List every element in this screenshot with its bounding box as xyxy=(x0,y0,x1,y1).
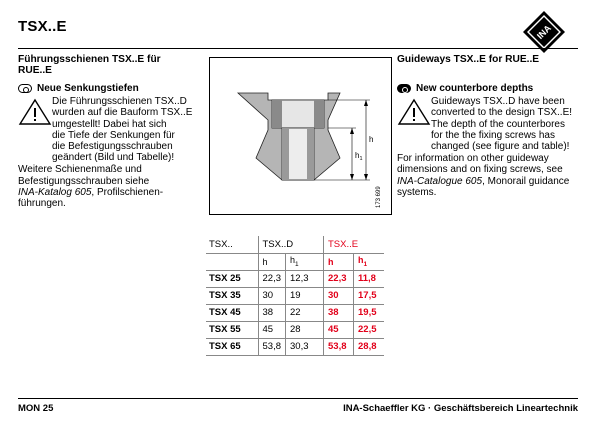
dimension-table xyxy=(206,236,384,356)
row-old-h1: 22 xyxy=(286,304,324,321)
warning-line: geändert (Bild und Tabelle)! xyxy=(52,152,175,164)
table-header-old: TSX..D xyxy=(258,236,324,253)
row-old-h1: 12,3 xyxy=(286,270,324,287)
figure-code: 173 699 xyxy=(376,186,382,208)
table-row xyxy=(206,270,384,287)
table-subheader-row xyxy=(206,253,384,270)
table-subheader-h1-old xyxy=(286,253,324,270)
english-column xyxy=(397,54,585,198)
row-new-h1: 22,5 xyxy=(354,321,384,338)
row-series: TSX 55 xyxy=(206,321,258,338)
german-warning xyxy=(18,96,200,163)
table-row xyxy=(206,287,384,304)
dim-h-label: h xyxy=(369,135,374,144)
english-info-line4: systems. xyxy=(397,186,437,198)
german-warning-text xyxy=(52,96,200,163)
footer-publisher: INA-Schaeffler KG · Geschäftsbereich Lineartechnik xyxy=(343,403,578,414)
german-info-line3-rest: , Profilschienen- xyxy=(91,186,164,198)
german-info-line4: führungen. xyxy=(18,198,66,210)
warning-line: die Tiefe der Senkungen für xyxy=(52,129,175,141)
warning-line: umgestellt! Dabei hat sich xyxy=(52,118,167,130)
warning-line: The depth of the counterbores xyxy=(431,118,565,130)
table-row xyxy=(206,321,384,338)
row-new-h1: 11,8 xyxy=(354,270,384,287)
english-info-line3-rest: , Monorail guidance xyxy=(482,175,570,187)
row-series: TSX 65 xyxy=(206,338,258,355)
h1-index: 1 xyxy=(363,260,368,268)
row-new-h1: 19,5 xyxy=(354,304,384,321)
warning-line: die Befestigungsschrauben xyxy=(52,141,173,153)
row-series: TSX 35 xyxy=(206,287,258,304)
logo-text: INA xyxy=(534,22,554,42)
row-new-h: 45 xyxy=(324,321,354,338)
english-subheading-text: New counterbore depths xyxy=(416,83,534,94)
german-info xyxy=(18,164,200,209)
warning-line: for the the fixing screws has xyxy=(431,129,555,141)
german-info-line1: Weitere Schienenmaße und xyxy=(18,164,142,176)
english-heading: Guideways TSX..E for RUE..E xyxy=(397,54,540,65)
german-heading-line2: RUE..E xyxy=(18,65,52,76)
row-old-h: 45 xyxy=(258,321,286,338)
row-old-h1: 28 xyxy=(286,321,324,338)
english-info-line2: dimensions and on fixing screws, see xyxy=(397,164,563,176)
dim-h1-label: $h_1$ xyxy=(355,151,363,162)
footer-page-id: MON 25 xyxy=(18,403,54,414)
warning-icon xyxy=(18,98,52,126)
row-new-h1: 17,5 xyxy=(354,287,384,304)
warning-line: wurden auf die Bauform TSX..E xyxy=(52,107,193,119)
german-heading-line1: Führungsschienen TSX..E für xyxy=(18,54,161,65)
german-column xyxy=(18,54,200,209)
german-subheading xyxy=(18,83,200,94)
english-info-line3 xyxy=(397,176,585,187)
german-heading xyxy=(18,54,200,76)
row-old-h1: 19 xyxy=(286,287,324,304)
table-subheader-h-old: h xyxy=(258,253,286,270)
warning-line: Guideways TSX..D have been xyxy=(431,96,565,108)
german-subheading-text: Neue Senkungstiefen xyxy=(37,83,139,94)
warning-icon xyxy=(397,98,431,126)
row-new-h1: 28,8 xyxy=(354,338,384,355)
german-info-line2: Befestigungsschrauben siehe xyxy=(18,175,150,187)
h1-index: 1 xyxy=(295,260,299,268)
row-series: TSX 45 xyxy=(206,304,258,321)
table-subheader-h1-new xyxy=(354,253,384,270)
h1-letter: h xyxy=(290,255,296,266)
english-catalogue-ref: INA-Catalogue 605 xyxy=(397,175,483,187)
warning-line: Die Führungsschienen TSX..D xyxy=(52,96,187,108)
german-info-line3 xyxy=(18,187,200,198)
warning-line: converted to the design TSX..E! xyxy=(431,107,573,119)
table-row xyxy=(206,338,384,355)
new-feature-icon xyxy=(397,84,411,93)
footer-rule xyxy=(18,398,578,399)
english-info xyxy=(397,153,585,198)
english-warning-text xyxy=(431,96,585,152)
h1-letter: h xyxy=(358,255,364,266)
row-new-h: 22,3 xyxy=(324,270,354,287)
guideway-cross-section xyxy=(210,58,393,216)
table-subheader-empty xyxy=(206,253,258,270)
english-subheading xyxy=(397,83,585,94)
header-rule xyxy=(18,48,578,49)
row-new-h: 30 xyxy=(324,287,354,304)
table-header-series: TSX.. xyxy=(206,236,258,253)
table-subheader-h-new: h xyxy=(324,253,354,270)
english-info-line1: For information on other guideway xyxy=(397,153,549,165)
row-new-h: 53,8 xyxy=(324,338,354,355)
table-header-row xyxy=(206,236,384,253)
english-warning xyxy=(397,96,585,152)
warning-line: changed (see figure and table)! xyxy=(431,141,570,153)
new-feature-icon xyxy=(18,84,32,93)
table-row xyxy=(206,304,384,321)
profile-figure xyxy=(209,57,392,215)
row-old-h: 38 xyxy=(258,304,286,321)
german-catalogue-ref: INA-Katalog 605 xyxy=(18,186,92,198)
row-old-h: 53,8 xyxy=(258,338,286,355)
row-old-h1: 30,3 xyxy=(286,338,324,355)
page-title: TSX..E xyxy=(18,18,67,35)
row-old-h: 22,3 xyxy=(258,270,286,287)
table-header-new: TSX..E xyxy=(324,236,384,253)
row-new-h: 38 xyxy=(324,304,354,321)
row-old-h: 30 xyxy=(258,287,286,304)
row-series: TSX 25 xyxy=(206,270,258,287)
